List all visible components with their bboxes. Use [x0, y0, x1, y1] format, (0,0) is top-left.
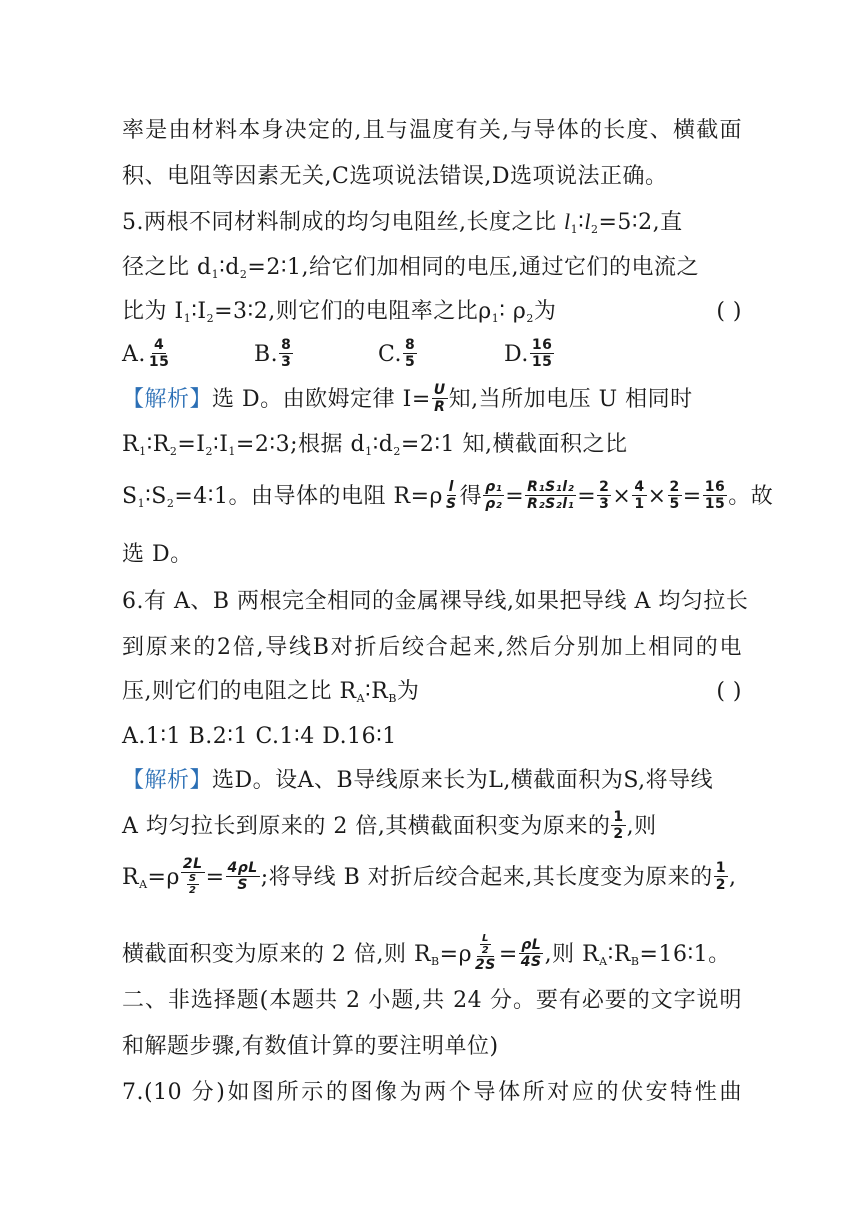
question-6-line-2: 到原来的2倍,导线B对折后绞合起来,然后分别加上相同的电 — [122, 635, 742, 660]
solution-6-line-2: A 均匀拉长到原来的 2 倍,其横截面积变为原来的 $\frac{1}{2}$ ,则 — [122, 808, 657, 842]
solution-5-line-3: $S_1∶S_2=4∶1$。由导体的电阻 R=ρ $\frac{l}{S}$ 得 $\frac{\text{ρ₁}}{\text{ρ₂}}$ = $\frac{\text{R₁S₁l₂}}{\text{R₂S₂l₁}}$ = $\frac{2}{3}$ × $\frac{4}{1}$ × $\frac{2}{5}$ = $\frac{16}{15}$ 。故 — [122, 478, 774, 512]
section-2-line-2: 和解题步骤,有数值计算的要注明单位) — [122, 1034, 499, 1059]
option-a: A. $\frac{4}{15}$ — [122, 336, 170, 370]
solution-5-line-4: 选 D。 — [122, 542, 193, 567]
question-5-line-1: 5.两根不同材料制成的均匀电阻丝,长度之比 $l_1∶l_2=5∶2$,直 — [122, 209, 683, 236]
solution-5-line-1: 【解析】选 D。由欧姆定律 I= $\frac{U}{R}$ 知,当所加电压 U 相同时 — [122, 381, 693, 415]
option-d: D. $\frac{16}{15}$ — [504, 336, 553, 370]
section-2-line-1: 二、非选择题(本题共 2 小题,共 24 分。要有必要的文字说明 — [122, 988, 742, 1013]
option-b: B. $\frac{8}{3}$ — [254, 336, 292, 370]
solution-6-line-3: $R_A=\rho$ $\frac{2L}{\frac{S}{2}}$ = $\frac{4\rho L}{S}$ ;将导线 B 对折后绞合起来,其长度变为原来的 $\frac{1}{2}$ , — [122, 856, 737, 896]
question-6-options: A.1∶1 B.2∶1 C.1∶4 D.16∶1 — [122, 724, 397, 749]
analysis-tag: 【解析】 — [122, 387, 213, 412]
question-7-line-1: 7.(10 分)如图所示的图像为两个导体所对应的伏安特性曲 — [122, 1080, 742, 1105]
answer-blank: ( ) — [716, 299, 742, 324]
text-line: 率是由材料本身决定的,且与温度有关,与导体的长度、横截面 — [122, 118, 742, 143]
answer-blank: ( ) — [716, 679, 742, 704]
solution-5-line-2: $R_1∶R_2=I_2∶I_1=2∶3$;根据 $d_1∶d_2=2∶1$ 知,横截面积之比 — [122, 432, 628, 458]
question-5-options — [122, 330, 742, 380]
solution-6-line-1: 【解析】选D。设A、B导线原来长为L,横截面积为S,将导线 — [122, 768, 714, 793]
text-line: 积、电阻等因素无关,C选项说法错误,D选项说法正确。 — [122, 164, 668, 189]
option-c: C. $\frac{8}{5}$ — [378, 336, 416, 370]
analysis-tag: 【解析】 — [122, 768, 213, 793]
question-6-line-3: 压,则它们的电阻之比 $R_A∶R_B$为 ( ) — [122, 667, 742, 717]
question-5-line-3: 比为 $I_1∶I_2=3∶2$,则它们的电阻率之比$\rho_1∶$ $\rho_2$为 ( ) — [122, 287, 742, 337]
question-6-line-1: 6.有 A、B 两根完全相同的金属裸导线,如果把导线 A 均匀拉长 — [122, 589, 749, 614]
solution-6-line-4: 横截面积变为原来的 2 倍,则 $R_B=\rho$ $\frac{\frac{L}{2}}{2S}$ = $\frac{\rho L}{4S}$ ,则 $R_A∶R_B=16∶1$。 — [122, 933, 731, 973]
question-5-line-2: 径之比 $d_1∶d_2=2∶1$,给它们加相同的电压,通过它们的电流之 — [122, 255, 700, 281]
